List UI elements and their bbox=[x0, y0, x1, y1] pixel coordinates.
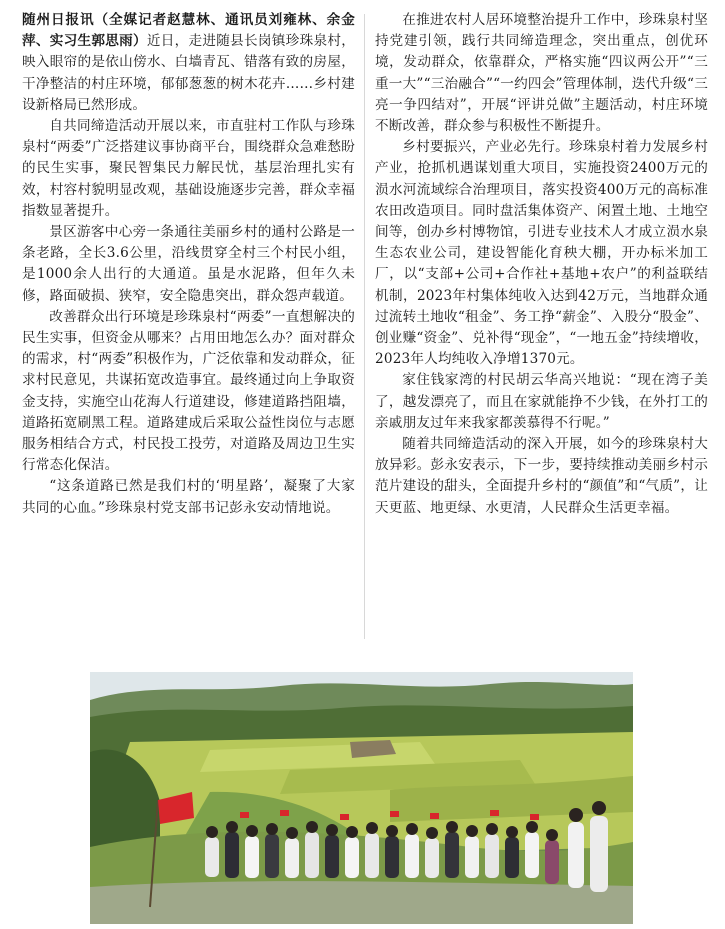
article-paragraph-4: 改善群众出行环境是珍珠泉村“两委”一直想解决的民生实事，但资金从哪来？占用田地怎么办？面对群众的需求，村“两委”积极作为，广泛依靠和发动群众，征求村民意见，共谋拓宽改造事宜。最终通过向上争取资金支持，实施空山花海人行道建设，修建道路挡阻墙，道路拓宽刷黑工程。道路建成后采取公益性岗位与志愿服务相结合方式，村民投工投劳，对道路及周边卫生实行常态化保洁。 bbox=[22, 308, 355, 474]
article-paragraph-2: 自共同缔造活动开展以来，市直驻村工作队与珍珠泉村“两委”广泛搭建议事协商平台，围绕群众急难愁盼的民生实事，聚民智集民力解民忧，基层治理扎实有效，村容村貌明显改观，基础设施逐步完善，群众幸福指数显著提升。 bbox=[22, 118, 355, 219]
photo-foreground-rocks bbox=[90, 881, 633, 924]
article-paragraph-3: 景区游客中心旁一条通往美丽乡村的通村公路是一条老路，全长3.6公里，沿线贯穿全村三个村民小组，是1000余人出行的大通道。虽是水泥路，但年久未修，路面破损、狭窄，安全隐患突出，群众怨声载道。 bbox=[22, 224, 355, 304]
news-photo bbox=[90, 672, 633, 924]
article-paragraph-8: 家住钱家湾的村民胡云华高兴地说：“现在湾子美了，越发漂亮了，而且在家就能挣不少钱，在外打工的亲戚朋友过年来我家都羡慕得不行呢。” bbox=[375, 372, 708, 431]
article-paragraph-5: “这条道路已然是我们村的‘明星路’，凝聚了大家共同的心血。”珍珠泉村党支部书记彭永安动情地说。 bbox=[22, 478, 355, 516]
article-paragraph-9: 随着共同缔造活动的深入开展，如今的珍珠泉村大放异彩。彭永安表示，下一步，要持续推动美丽乡村示范片建设的甜头，全面提升乡村的“颜值”和“气质”，让天更蓝、地更绿、水更清，人民群众生活更幸福。 bbox=[375, 436, 708, 516]
paragraph-1-text: 近日，走进随县长岗镇珍珠泉村，映入眼帘的是依山傍水、白墙青瓦、错落有致的房屋，干净整洁的村庄环境，郁郁葱葱的树木花卉……乡村建设新格局已然形成。 bbox=[22, 33, 355, 113]
dateline: 随州日报讯（全媒记者赵慧林、通讯员刘雍林、余金萍、实习生郭思雨） bbox=[22, 12, 355, 50]
article-column-left bbox=[22, 10, 355, 519]
article-paragraph-1 bbox=[22, 10, 355, 116]
article-paragraph-6: 在推进农村人居环境整治提升工作中，珍珠泉村坚持党建引领，践行共同缔造理念，突出重点，创优环境，发动群众，依靠群众，严格实施“四议两公开”“三重一大”“三治融合”“一约四会”管理体制，迭代升级“三亮一争四结对”，开展“评讲兑做”主题活动，村庄环境不断改善，群众参与积极性不断提升。 bbox=[375, 12, 708, 135]
column-divider bbox=[364, 14, 365, 639]
article-paragraph-7: 乡村要振兴，产业必先行。珍珠泉村着力发展乡村产业，抢抓机遇谋划重大项目，实施投资2400万元的涢水河流域综合治理项目，落实投资400万元的高标准农田改造项目。同时盘活集体资产、闲置土地、土地空间等，创办乡村博物馆，引进专业技术人才成立涢水泉生态农业公司，建设智能化育秧大棚，开办标米加工厂，以“支部+公司+合作社+基地+农户”的利益联结机制，2023年村集体纯收入达到42万元，当地群众通过流转土地收“租金”、务工挣“薪金”、入股分“股金”、创业赚“资金”、兑补得“现金”，“一地五金”持续增收，2023年人均纯收入净增1370元。 bbox=[375, 139, 708, 368]
article-column-right bbox=[375, 10, 708, 519]
village-landscape-photo bbox=[90, 672, 633, 924]
